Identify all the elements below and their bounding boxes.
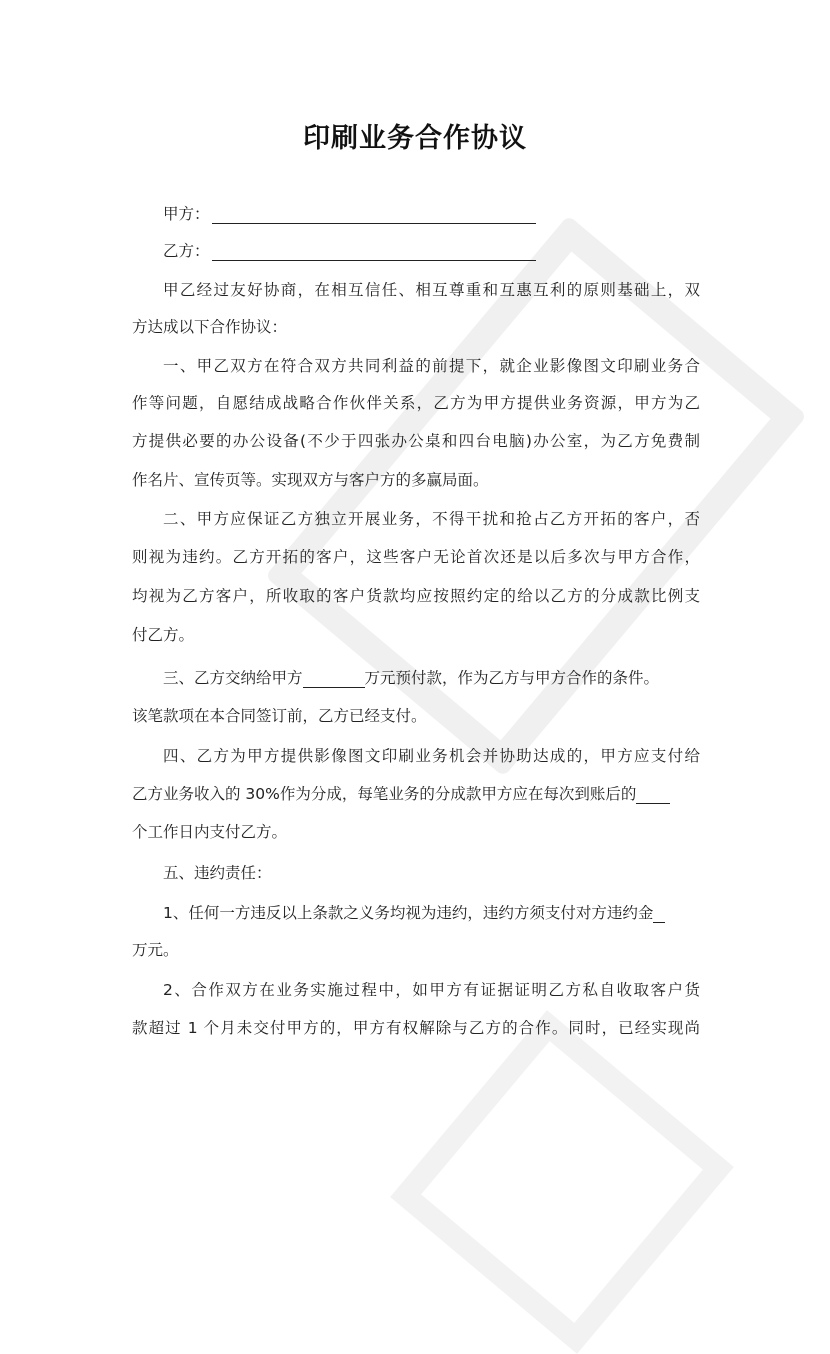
paragraph-line: 作等问题，自愿结成战略合作伙伴关系，乙方为甲方提供业务资源，甲方为乙	[132, 394, 700, 412]
clause-3-end: 万元预付款，作为乙方与甲方合作的条件。	[364, 669, 660, 687]
party-a-line	[163, 202, 536, 224]
paragraph-line: 方达成以下合作协议：	[132, 318, 288, 336]
party-b-line	[163, 239, 536, 261]
paragraph-line: 甲乙经过友好协商，在相互信任、相互尊重和互惠互利的原则基础上，双	[163, 281, 700, 299]
paragraph-line: 万元。	[132, 941, 179, 959]
clause-4-text: 乙方业务收入的 30%作为分成，每笔业务的分成款甲方应在每次到账后的	[132, 785, 637, 803]
paragraph-line: 2、合作双方在业务实施过程中，如甲方有证据证明乙方私自收取客户货	[163, 981, 700, 999]
document-title: 印刷业务合作协议	[303, 123, 527, 154]
paragraph-line: 均视为乙方客户，所收取的客户货款均应按照约定的给以乙方的分成款比例支	[132, 587, 700, 605]
paragraph-line: 一、甲乙双方在符合双方共同利益的前提下，就企业影像图文印刷业务合	[163, 357, 700, 375]
paragraph-line	[163, 668, 700, 688]
paragraph-line: 则视为违约。乙方开拓的客户，这些客户无论首次还是以后多次与甲方合作，	[132, 548, 700, 566]
paragraph-line: 二、甲方应保证乙方独立开展业务，不得干扰和抢占乙方开拓的客户，否	[163, 510, 700, 528]
party-a-label: 甲方：	[163, 205, 210, 223]
party-b-label: 乙方：	[163, 242, 210, 260]
watermark	[390, 1010, 734, 1354]
paragraph-line: 方提供必要的办公设备(不少于四张办公桌和四台电脑)办公室，为乙方免费制	[132, 432, 700, 450]
paragraph-line: 四、乙方为甲方提供影像图文印刷业务机会并协助达成的，甲方应支付给	[163, 747, 700, 765]
party-b-blank[interactable]	[212, 242, 536, 261]
party-a-blank[interactable]	[212, 205, 536, 224]
penalty-blank[interactable]	[653, 905, 665, 923]
prepayment-blank[interactable]	[303, 670, 365, 688]
paragraph-line: 付乙方。	[132, 626, 195, 644]
paragraph-line	[132, 784, 700, 804]
paragraph-line: 作名片、宣传页等。实现双方与客户方的多赢局面。	[132, 471, 489, 489]
paragraph-line: 该笔款项在本合同签订前，乙方已经支付。	[132, 707, 427, 725]
section-heading: 五、违约责任：	[163, 864, 272, 882]
days-blank[interactable]	[636, 786, 670, 804]
paragraph-line: 个工作日内支付乙方。	[132, 823, 288, 841]
clause-3-start: 三、乙方交纳给甲方	[163, 669, 303, 687]
paragraph-line: 款超过 1 个月未交付甲方的，甲方有权解除与乙方的合作。同时，已经实现尚	[132, 1019, 700, 1037]
clause-5-1-text: 1、任何一方违反以上条款之义务均视为违约，违约方须支付对方违约金	[163, 904, 654, 922]
paragraph-line	[163, 903, 700, 923]
